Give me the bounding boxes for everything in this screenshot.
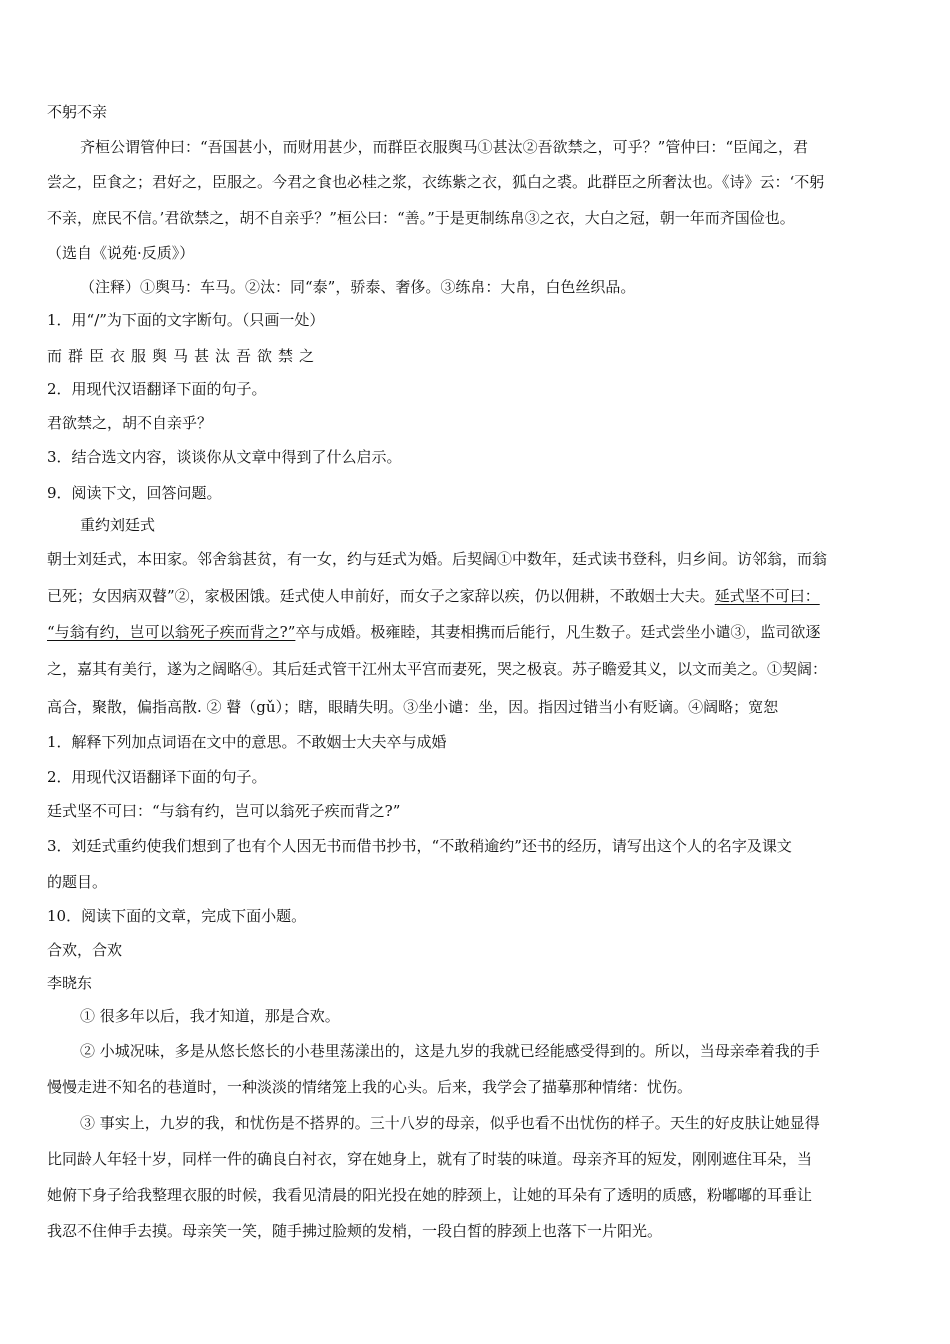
q8-1-text: 而群臣衣服舆马甚汰吾欲禁之 bbox=[47, 347, 321, 365]
passage1-line: 尝之，臣食之；君好之，臣服之。今君之食也必桂之浆，衣练紫之衣，狐白之裘。此群臣之所奢汰也。《诗》云：‘不躬 bbox=[47, 173, 825, 191]
q10-para-line: 比同龄人年轻十岁，同样一件的确良白衬衣，穿在她身上，就有了时装的味道。母亲齐耳的短发，刚刚遮住耳朵，当 bbox=[47, 1150, 813, 1168]
passage1-source: （选自《说苑·反质》） bbox=[47, 244, 195, 262]
poem-title: 不躬不亲 bbox=[47, 103, 108, 121]
q9-2-text: 廷式坚不可曰：“与翁有约，岂可以翁死子疾而背之?” bbox=[47, 802, 401, 820]
q10-para: ② 小城况味，多是从悠长悠长的小巷里荡漾出的，这是九岁的我就已经能感受得到的。所以，当母亲牵着我的手 bbox=[80, 1042, 820, 1060]
passage1-line: 不亲，庶民不信。’君欲禁之，胡不自亲乎？”桓公曰：“善。”于是更制练帛③之衣，大白之冠，朝一年而齐国俭也。 bbox=[47, 209, 795, 227]
q10-para: ① 很多年以后，我才知道，那是合欢。 bbox=[80, 1007, 340, 1025]
q9-heading: 9．阅读下文，回答问题。 bbox=[47, 484, 222, 502]
q10-heading: 10．阅读下面的文章，完成下面小题。 bbox=[47, 907, 307, 925]
q9-1: 1．解释下列加点词语在文中的意思。不敢姻士大夫卒与成婚 bbox=[47, 733, 447, 751]
q9-3-cont: 的题目。 bbox=[47, 873, 108, 891]
q9-title: 重约刘廷式 bbox=[80, 516, 156, 534]
q9-3: 3．刘廷式重约使我们想到了也有个人因无书而借书抄书，“不敢稍逾约”还书的经历，请写出这个人的名字及课文 bbox=[47, 837, 792, 855]
q9-passage-line bbox=[47, 622, 820, 642]
q9-notes: 高合，聚散，偏指高散. ② 瞽（gǔ）；瞎，眼睛失明。③坐小谴：坐，因。指因过错当小有贬谪。④阔略；宽恕 bbox=[47, 698, 779, 716]
q8-1: 1．用“/”为下面的文字断句。（只画一处） bbox=[47, 311, 325, 329]
notes1: （注释）①舆马：车马。②汰：同“泰”，骄泰、奢侈。③练帛：大帛，白色丝织品。 bbox=[80, 278, 636, 296]
q10-para-line: 她俯下身子给我整理衣服的时候，我看见清晨的阳光投在她的脖颈上，让她的耳朵有了透明的质感，粉嘟嘟的耳垂让 bbox=[47, 1186, 813, 1204]
q9-passage-text: 已死；女因病双瞽”②，家极困饿。廷式使人申前好，而女子之家辞以疾，仍以佣耕，不敢姻士大夫。 bbox=[47, 587, 715, 605]
q9-2: 2．用现代汉语翻译下面的句子。 bbox=[47, 768, 267, 786]
q10-para-line: 慢慢走进不知名的巷道时，一种淡淡的情绪笼上我的心头。后来，我学会了描摹那种情绪：忧伤。 bbox=[47, 1078, 693, 1096]
q9-passage-line bbox=[47, 586, 820, 606]
q8-2: 2．用现代汉语翻译下面的句子。 bbox=[47, 380, 267, 398]
q10-author: 李晓东 bbox=[47, 974, 93, 992]
underlined-sentence: “与翁有约，岂可以翁死子疾而背之?” bbox=[47, 623, 296, 641]
q10-para: ③ 事实上，九岁的我，和忧伤是不搭界的。三十八岁的母亲，似乎也看不出忧伤的样子。天生的好皮肤让她显得 bbox=[80, 1114, 820, 1132]
q10-para-line: 我忍不住伸手去摸。母亲笑一笑，随手拂过脸颊的发梢，一段白皙的脖颈上也落下一片阳光。 bbox=[47, 1222, 663, 1240]
q9-passage-line: 之，嘉其有美行，遂为之阔略④。其后廷式管干江州太平宫而妻死，哭之极哀。苏子瞻爱其义，以文而美之。①契阔： bbox=[47, 660, 828, 678]
q8-2-text: 君欲禁之，胡不自亲乎？ bbox=[47, 414, 213, 432]
q9-passage-text: 卒与成婚。极雍睦，其妻相携而后能行，凡生数子。廷式尝坐小谴③，监司欲逐 bbox=[295, 623, 821, 641]
underlined-sentence: 延式坚不可曰： bbox=[714, 587, 820, 605]
q8-3: 3．结合选文内容，谈谈你从文章中得到了什么启示。 bbox=[47, 448, 402, 466]
q9-passage-line: 朝士刘廷式，本田家。邻舍翁甚贫，有一女，约与廷式为婚。后契阔①中数年，廷式读书登科，归乡间。访邻翁，而翁 bbox=[47, 550, 828, 568]
q10-title: 合欢，合欢 bbox=[47, 941, 123, 959]
passage1-line: 齐桓公谓管仲曰：“吾国甚小，而财用甚少，而群臣衣服舆马①甚汰②吾欲禁之，可乎？”管仲曰：“臣闻之，君 bbox=[80, 138, 809, 156]
